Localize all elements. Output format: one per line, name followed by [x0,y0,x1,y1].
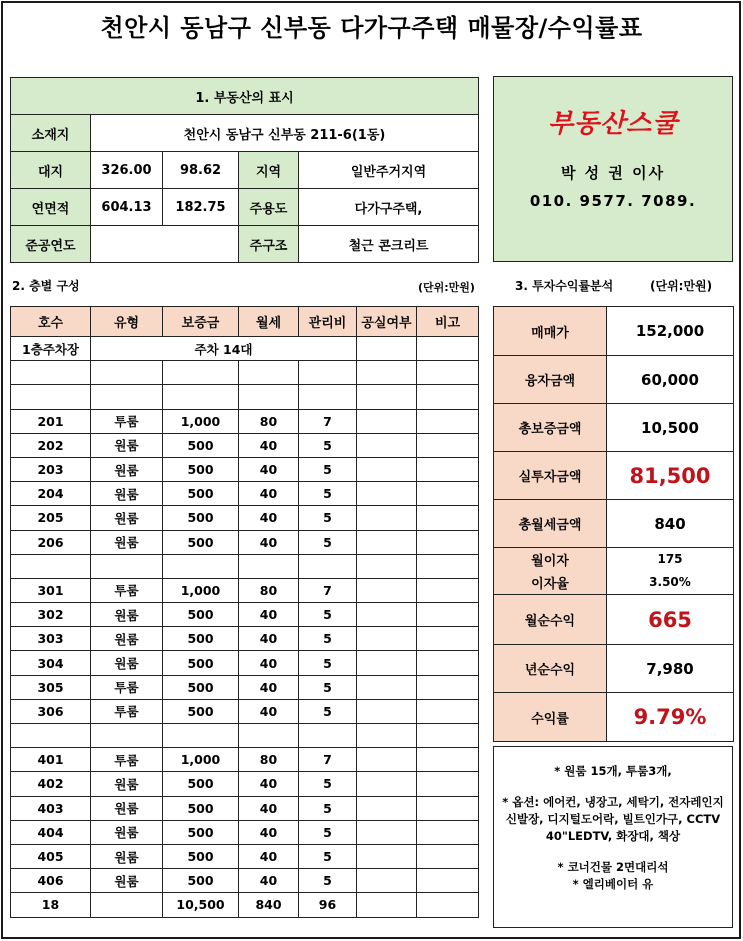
table-cell: 40 [239,506,299,530]
table-cell [357,699,417,723]
note-options-2: 신발장, 디지털도어락, 빌트인가구, CCTV [505,812,721,826]
address-value: 천안시 동남구 신부동 211-6(1동) [91,115,479,152]
table-cell [357,627,417,651]
table-cell: 500 [163,796,239,820]
parking-row [11,337,479,361]
loan-label: 융자금액 [494,356,607,404]
table-row [11,844,479,868]
table-cell: 500 [163,820,239,844]
table-cell: 404 [11,820,91,844]
agent-logo: 부동산스쿨 [547,109,679,139]
total-row [11,893,479,917]
table-cell: 40 [239,675,299,699]
table-row [11,361,479,385]
table-cell: 500 [163,869,239,893]
table-cell [357,796,417,820]
total-cell [417,893,479,917]
table-cell: 원룸 [91,627,163,651]
built-value [91,226,239,263]
table-cell [357,554,417,578]
agent-name: 박 성 권 이사 [560,164,666,182]
table-cell [417,724,479,748]
table-cell [357,385,417,409]
table-cell: 5 [299,699,357,723]
table-cell [417,361,479,385]
address-label: 소재지 [11,115,91,152]
built-label: 준공연도 [11,226,91,263]
table-cell [417,385,479,409]
interest-label: 월이자 [494,548,607,571]
note-options-1: * 옵션: 에어컨, 냉장고, 세탁기, 전자레인지 [502,795,724,809]
parking-label: 1층주차장 [11,337,91,361]
property-header: 1. 부동산의 표시 [11,78,479,115]
table-cell [239,724,299,748]
table-cell [357,482,417,506]
table-row [11,627,479,651]
table-row [11,675,479,699]
table-cell: 5 [299,457,357,481]
table-cell [91,385,163,409]
table-cell: 5 [299,433,357,457]
table-cell: 5 [299,530,357,554]
floors-section-label: 2. 층별 구성 [12,279,80,293]
table-cell [11,724,91,748]
table-cell [417,796,479,820]
note-options-3: 40"LEDTV, 화장대, 책상 [545,829,681,843]
floor-area-m2: 604.13 [91,189,163,226]
table-cell [163,554,239,578]
table-cell: 80 [239,578,299,602]
table-cell [163,385,239,409]
table-cell: 206 [11,530,91,554]
table-cell: 304 [11,651,91,675]
table-cell: 원룸 [91,796,163,820]
total-cell: 10,500 [163,893,239,917]
table-cell [239,554,299,578]
yield-value: 9.79% [607,693,734,742]
table-row [11,820,479,844]
table-cell: 40 [239,772,299,796]
table-cell: 201 [11,409,91,433]
monthly-net-value: 665 [607,595,734,645]
rate-label: 이자율 [494,571,607,595]
table-cell: 40 [239,433,299,457]
table-cell: 40 [239,820,299,844]
table-cell: 402 [11,772,91,796]
agent-card [493,76,733,262]
deposit-label: 총보증금액 [494,404,607,452]
table-cell: 1,000 [163,748,239,772]
structure-label: 주구조 [239,226,299,263]
table-cell [239,361,299,385]
table-cell: 40 [239,651,299,675]
deposit-value: 10,500 [607,404,734,452]
table-cell: 5 [299,796,357,820]
table-cell: 80 [239,748,299,772]
table-cell [357,675,417,699]
table-cell: 7 [299,748,357,772]
table-row [11,433,479,457]
table-cell: 500 [163,482,239,506]
table-cell: 203 [11,457,91,481]
table-cell [417,651,479,675]
invest-table [493,306,734,742]
table-cell [417,482,479,506]
table-cell: 40 [239,844,299,868]
table-cell: 5 [299,820,357,844]
table-row [11,385,479,409]
table-cell [357,337,417,361]
table-cell: 40 [239,530,299,554]
table-cell: 301 [11,578,91,602]
table-row [11,796,479,820]
table-cell: 투룸 [91,409,163,433]
invest-section-label: 3. 투자수익률분석 [515,279,614,293]
table-cell [11,385,91,409]
table-cell [357,772,417,796]
table-cell [357,869,417,893]
table-cell: 40 [239,603,299,627]
table-row [11,506,479,530]
table-row [11,603,479,627]
table-row [11,457,479,481]
table-cell: 5 [299,772,357,796]
table-cell [163,361,239,385]
table-cell [11,554,91,578]
yearly-net-label: 년순수익 [494,645,607,693]
col-header-unit: 호수 [11,307,91,337]
table-cell [163,724,239,748]
zone-value: 일반주거지역 [299,152,479,189]
table-cell: 원룸 [91,820,163,844]
table-cell [417,675,479,699]
note-corner: * 코너건물 2면대리석 [557,860,669,874]
table-cell: 40 [239,482,299,506]
invest-unit-label: (단위:만원) [650,279,713,293]
table-row [11,772,479,796]
land-label: 대지 [11,152,91,189]
table-cell: 305 [11,675,91,699]
table-cell [91,554,163,578]
floor-area-py: 182.75 [163,189,239,226]
table-cell: 500 [163,603,239,627]
table-cell [357,820,417,844]
col-header-vacancy: 공실여부 [357,307,417,337]
table-cell: 500 [163,772,239,796]
table-cell [357,724,417,748]
loan-value: 60,000 [607,356,734,404]
table-cell [417,869,479,893]
table-row [11,409,479,433]
table-cell: 투룸 [91,578,163,602]
table-cell: 원룸 [91,844,163,868]
table-cell: 500 [163,699,239,723]
table-cell: 405 [11,844,91,868]
table-cell: 205 [11,506,91,530]
table-cell [357,361,417,385]
property-table [10,77,479,263]
table-cell [417,409,479,433]
col-header-type: 유형 [91,307,163,337]
table-cell [417,433,479,457]
table-cell: 5 [299,675,357,699]
table-row [11,482,479,506]
table-cell: 500 [163,506,239,530]
table-cell [417,748,479,772]
table-cell [357,578,417,602]
table-cell: 500 [163,675,239,699]
actual-investment-label: 실투자금액 [494,452,607,500]
table-cell: 204 [11,482,91,506]
table-row [11,869,479,893]
table-cell [417,603,479,627]
page-title: 천안시 동남구 신부동 다가구주택 매물장/수익률표 [100,14,643,42]
table-cell: 원룸 [91,869,163,893]
col-header-fee: 관리비 [299,307,357,337]
table-cell [357,844,417,868]
floor-table [10,306,479,918]
notes-box [493,746,733,928]
table-cell [357,748,417,772]
table-cell [357,457,417,481]
table-cell: 80 [239,409,299,433]
table-cell: 500 [163,627,239,651]
table-cell: 303 [11,627,91,651]
yield-label: 수익률 [494,693,607,742]
table-cell: 500 [163,530,239,554]
table-row [11,651,479,675]
table-cell: 401 [11,748,91,772]
col-header-deposit: 보증금 [163,307,239,337]
table-cell [357,506,417,530]
table-row [11,699,479,723]
table-cell [357,603,417,627]
table-cell: 5 [299,482,357,506]
floors-unit-label: (단위:만원) [418,281,475,294]
table-cell: 302 [11,603,91,627]
table-row [11,530,479,554]
table-cell [239,385,299,409]
note-rooms: * 원룸 15개, 투룸3개, [554,764,672,778]
total-cell [91,893,163,917]
table-cell: 원룸 [91,772,163,796]
note-elevator: * 엘리베이터 유 [572,877,654,891]
table-cell [357,530,417,554]
table-cell: 투룸 [91,699,163,723]
total-cell: 18 [11,893,91,917]
table-cell: 5 [299,651,357,675]
yearly-net-value: 7,980 [607,645,734,693]
table-cell [299,724,357,748]
table-cell: 원룸 [91,482,163,506]
table-cell: 7 [299,409,357,433]
table-cell: 5 [299,844,357,868]
table-cell: 원룸 [91,457,163,481]
agent-phone: 010. 9577. 7089. [529,192,697,210]
col-header-note: 비고 [417,307,479,337]
total-cell: 840 [239,893,299,917]
monthly-net-label: 월순수익 [494,595,607,645]
table-cell: 원룸 [91,603,163,627]
table-cell: 5 [299,869,357,893]
table-cell: 5 [299,627,357,651]
table-cell [357,651,417,675]
zone-label: 지역 [239,152,299,189]
table-row [11,748,479,772]
table-cell [299,361,357,385]
table-cell [357,433,417,457]
table-cell: 원룸 [91,651,163,675]
table-cell [11,361,91,385]
interest-value: 175 [607,548,734,571]
table-cell: 40 [239,796,299,820]
table-cell [417,554,479,578]
table-cell [299,385,357,409]
table-cell: 500 [163,651,239,675]
table-cell [417,627,479,651]
floor-area-label: 연면적 [11,189,91,226]
table-cell [417,530,479,554]
table-cell: 403 [11,796,91,820]
col-header-rent: 월세 [239,307,299,337]
land-py: 98.62 [163,152,239,189]
table-cell: 원룸 [91,433,163,457]
table-cell: 원룸 [91,530,163,554]
table-cell: 5 [299,603,357,627]
table-cell: 7 [299,578,357,602]
table-cell [417,506,479,530]
table-cell: 40 [239,699,299,723]
total-cell [357,893,417,917]
table-cell: 1,000 [163,578,239,602]
rate-value: 3.50% [607,571,734,595]
table-cell: 40 [239,869,299,893]
table-cell: 500 [163,844,239,868]
table-cell: 투룸 [91,675,163,699]
table-cell [417,772,479,796]
table-cell [417,820,479,844]
table-cell [417,578,479,602]
land-m2: 326.00 [91,152,163,189]
table-cell [357,409,417,433]
table-cell [91,724,163,748]
table-cell: 500 [163,433,239,457]
use-value: 다가구주택, [299,189,479,226]
table-row [11,724,479,748]
actual-investment-value: 81,500 [607,452,734,500]
sale-price-label: 매매가 [494,307,607,356]
total-rent-label: 총월세금액 [494,500,607,548]
table-cell: 406 [11,869,91,893]
table-cell [417,457,479,481]
table-cell: 500 [163,457,239,481]
table-cell: 40 [239,627,299,651]
table-cell: 202 [11,433,91,457]
table-cell: 1,000 [163,409,239,433]
table-cell [417,337,479,361]
table-cell [91,361,163,385]
table-row [11,554,479,578]
sale-price-value: 152,000 [607,307,734,356]
table-cell: 투룸 [91,748,163,772]
table-cell [417,699,479,723]
use-label: 주용도 [239,189,299,226]
parking-value: 주차 14대 [91,337,357,361]
table-cell [417,844,479,868]
table-cell: 306 [11,699,91,723]
table-cell [299,554,357,578]
table-cell: 원룸 [91,506,163,530]
table-cell: 40 [239,457,299,481]
total-cell: 96 [299,893,357,917]
total-rent-value: 840 [607,500,734,548]
structure-value: 철근 콘크리트 [299,226,479,263]
table-row [11,578,479,602]
table-cell: 5 [299,506,357,530]
